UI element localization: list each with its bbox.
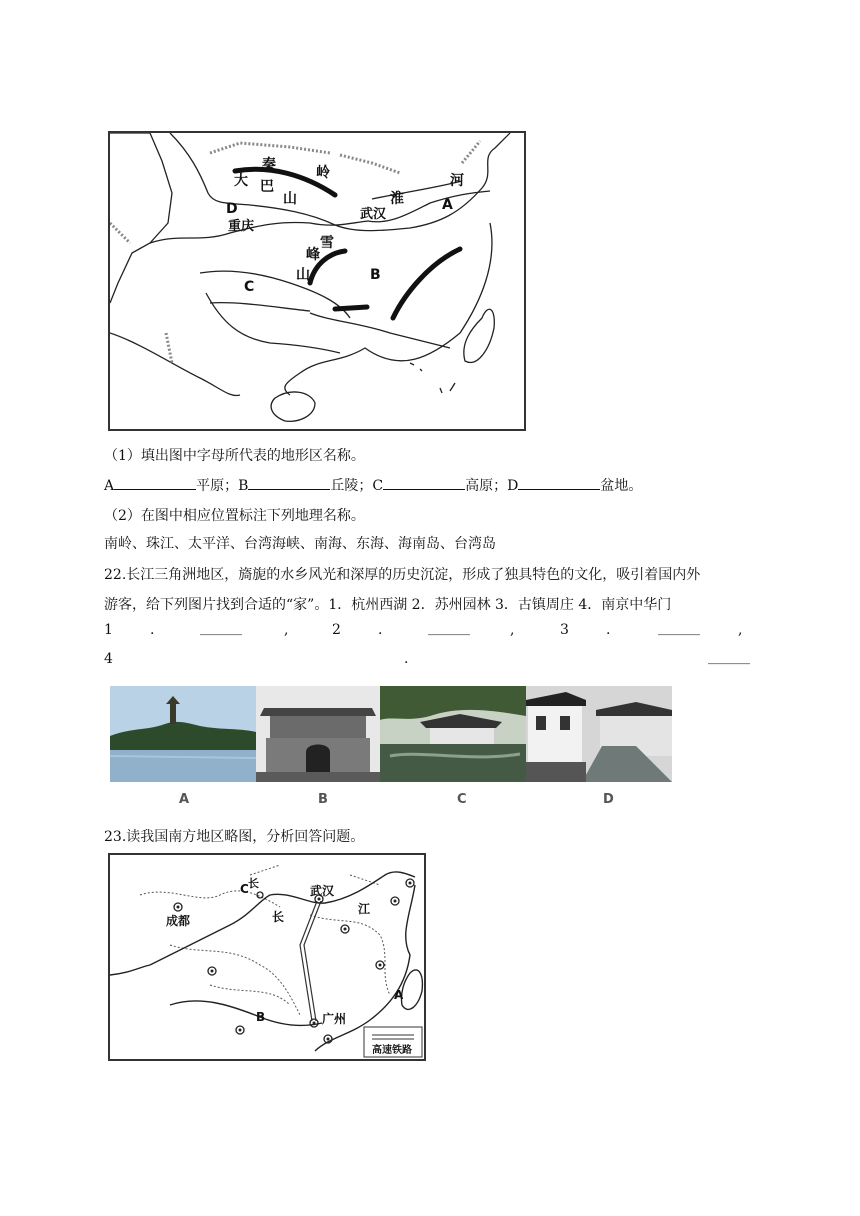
label-qin: 秦 — [262, 157, 276, 173]
label-da: 大 — [234, 173, 248, 189]
q22-stem-line2: 游客，给下列图片找到合适的“家”。1．杭州西湖 2．苏州园林 3．古镇周庄 4．南京中华门 — [104, 597, 672, 613]
label-B: B — [370, 267, 381, 283]
q21-part2-title: （2）在图中相应位置标注下列地理名称。 — [104, 508, 365, 524]
label-wuhan-map2: 武汉 — [310, 884, 335, 898]
answer-blank-1[interactable]: ______ — [200, 620, 242, 636]
label-huai: 淮 — [390, 191, 404, 207]
label-chengdu: 成都 — [166, 914, 191, 928]
label-D: D — [226, 201, 238, 217]
label-jiang: 江 — [358, 902, 371, 916]
label-C-map2: C — [240, 882, 249, 896]
label-shan: 山 — [283, 191, 297, 207]
label-xue: 雪 — [320, 235, 334, 251]
label-feng: 峰 — [306, 247, 320, 263]
q21-part1-answer-line: A 平原；B 丘陵；C 高原；D 盆地。 — [104, 478, 643, 494]
label-guangzhou: 广州 — [322, 1012, 347, 1026]
caption-A: A — [179, 792, 190, 807]
q23-stem: 23.读我国南方地区略图，分析回答问题。 — [104, 829, 365, 845]
blank-A[interactable] — [114, 476, 196, 490]
caption-C: C — [457, 792, 467, 807]
photo-C-suzhou-garden — [380, 686, 526, 782]
photo-A-west-lake — [110, 686, 256, 782]
south-china-rail-map — [108, 853, 426, 1061]
label-A-map2: A — [394, 988, 404, 1002]
label-wuhan: 武汉 — [360, 207, 387, 222]
caption-D: D — [603, 792, 614, 807]
label-B-map2: B — [256, 1010, 266, 1024]
label-C: C — [244, 279, 255, 295]
photo-D-zhouzhuang — [526, 686, 672, 782]
photo-B-zhonghua-gate — [256, 686, 380, 782]
q22-stem-line1: 22.长江三角洲地区，旖旎的水乡风光和深厚的历史沉淀，形成了独具特色的文化，吸引着国内外 — [104, 567, 701, 583]
blank-B[interactable] — [248, 476, 330, 490]
q22-answer-row1: 1 . ______ , 2 . ______ , 3 . ______ , — [104, 620, 743, 638]
blank-D[interactable] — [518, 476, 600, 490]
legend-label: 高速铁路 — [372, 1045, 412, 1056]
blank-C[interactable] — [383, 476, 465, 490]
answer-blank-4[interactable]: ______ — [708, 649, 750, 665]
q22-answer-row2: 4 . ______ — [104, 649, 750, 667]
label-ling: 岭 — [316, 165, 330, 181]
label-chang: 长 — [272, 910, 285, 924]
label-shan-xuefeng: 山 — [296, 267, 310, 283]
label-ba: 巴 — [260, 179, 274, 195]
legend-box — [364, 1027, 422, 1057]
label-chang-small: 长 — [248, 877, 259, 890]
answer-blank-3[interactable]: ______ — [658, 620, 700, 636]
q21-part2-names: 南岭、珠江、太平洋、台湾海峡、南海、东海、海南岛、台湾岛 — [104, 536, 496, 552]
label-he: 河 — [450, 173, 464, 189]
q21-part1-title: （1）填出图中字母所代表的地形区名称。 — [104, 448, 365, 464]
label-chongqing: 重庆 — [228, 219, 255, 234]
caption-B: B — [318, 792, 328, 807]
answer-blank-2[interactable]: ______ — [428, 620, 470, 636]
label-A: A — [442, 197, 453, 213]
china-south-terrain-map — [108, 131, 526, 431]
